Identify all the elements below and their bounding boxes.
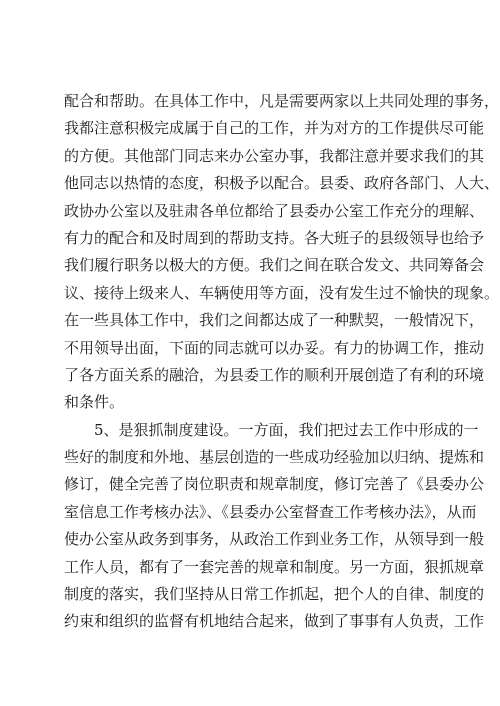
- text-line: 室信息工作考核办法》、《县委办公室督查工作考核办法》，从而: [64, 502, 477, 521]
- text-line: 我们履行职务以极大的方便。我们之间在联合发文、共同筹备会: [64, 256, 485, 275]
- text-line: 工作人员，都有了一套完善的规章和制度。另一方面，狠抓规章: [64, 557, 485, 576]
- text-line: 不用领导出面，下面的同志就可以办妥。有力的协调工作，推动: [64, 338, 485, 357]
- text-line: 的方便。其他部门同志来办公室办事，我都注意并要求我们的其: [64, 146, 485, 165]
- text-line: 了各方面关系的融洽，为县委工作的顺利开展创造了有利的环境: [64, 365, 485, 384]
- text-line: 政协办公室以及驻肃各单位都给了县委办公室工作充分的理解、: [64, 201, 485, 220]
- text-line: 有力的配合和及时周到的帮助支持。各大班子的县级领导也给予: [64, 228, 485, 247]
- paragraph-start-line: 5、是狠抓制度建设。一方面，我们把过去工作中形成的一: [94, 420, 479, 439]
- text-line: 我都注意积极完成属于自己的工作，并为对方的工作提供尽可能: [64, 119, 485, 138]
- text-line: 在一些具体工作中，我们之间都达成了一种默契，一般情况下，: [64, 311, 485, 330]
- text-line: 修订，健全完善了岗位职责和规章制度，修订完善了《县委办公: [64, 475, 485, 494]
- document-body: [64, 88, 500, 636]
- text-line: 些好的制度和外地、基层创造的一些成功经验加以归纳、提炼和: [64, 448, 485, 467]
- text-line: 使办公室从政务到事务，从政治工作到业务工作，从领导到一般: [64, 530, 485, 549]
- paragraph-end-line: 和条件。: [64, 393, 125, 412]
- text-line: 约束和组织的监督有机地结合起来，做到了事事有人负责，工作: [64, 612, 485, 631]
- text-line: 他同志以热情的态度，积极予以配合。县委、政府各部门、人大、: [64, 174, 500, 193]
- text-line: 议、接待上级来人、车辆使用等方面，没有发生过不愉快的现象。: [64, 283, 500, 302]
- text-line: 配合和帮助。在具体工作中，凡是需要两家以上共同处理的事务，: [64, 92, 500, 110]
- text-line: 制度的落实，我们坚持从日常工作抓起，把个人的自律、制度的: [64, 585, 485, 604]
